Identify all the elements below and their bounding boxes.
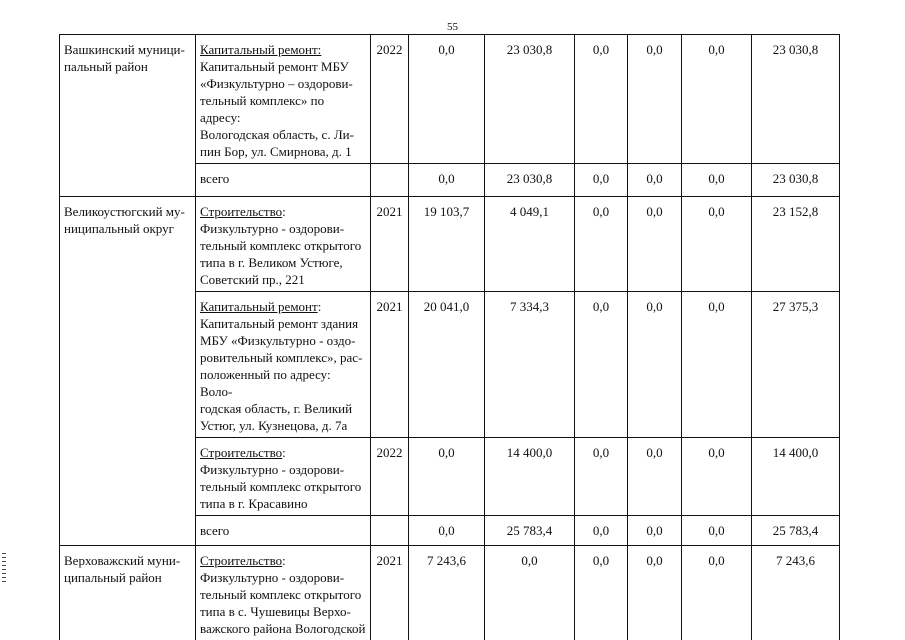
district-cell: Вашкинский муници- пальный район: [60, 35, 196, 197]
year-cell: 2021: [371, 546, 409, 640]
project-cell: [196, 35, 371, 164]
district-cell: Великоустюгский му- ниципальный округ: [60, 197, 196, 546]
project-type: Строительство: [200, 445, 283, 460]
value-cell: 0,0: [628, 35, 682, 164]
table-row: [60, 197, 840, 292]
value-cell: 0,0: [628, 438, 682, 516]
value-cell: 0,0: [682, 438, 752, 516]
value-cell: 7 243,6: [752, 546, 840, 640]
value-cell: 0,0: [682, 546, 752, 640]
value-cell: 23 030,8: [485, 164, 575, 197]
value-cell: 14 400,0: [752, 438, 840, 516]
value-cell: 0,0: [628, 516, 682, 546]
project-type: Капитальный ремонт:: [200, 42, 322, 57]
value-cell: 0,0: [575, 35, 628, 164]
value-cell: 0,0: [409, 164, 485, 197]
project-description: Капитальный ремонт здания МБУ «Физкультурно - оздо- ровительный комплекс», рас- положенный по адресу: Воло- годская область, г. Великий Устюг, ул. Кузнецова, д. 7а: [200, 316, 363, 433]
year-cell: [371, 516, 409, 546]
value-cell: 0,0: [575, 516, 628, 546]
year-cell: 2022: [371, 438, 409, 516]
value-cell: 25 783,4: [485, 516, 575, 546]
value-cell: 0,0: [409, 438, 485, 516]
value-cell: 23 030,8: [752, 35, 840, 164]
value-cell: 0,0: [575, 292, 628, 438]
value-cell: 0,0: [682, 164, 752, 197]
value-cell: 0,0: [409, 35, 485, 164]
value-cell: 4 049,1: [485, 197, 575, 292]
value-cell: 0,0: [575, 546, 628, 640]
project-type: Строительство: [200, 204, 283, 219]
budget-table: [59, 34, 840, 640]
total-label: всего: [196, 516, 371, 546]
value-cell: 0,0: [628, 292, 682, 438]
value-cell: 23 152,8: [752, 197, 840, 292]
value-cell: 7 334,3: [485, 292, 575, 438]
value-cell: 0,0: [628, 197, 682, 292]
value-cell: 0,0: [575, 197, 628, 292]
value-cell: 0,0: [628, 546, 682, 640]
year-cell: 2021: [371, 292, 409, 438]
project-cell: Капитальный ремонт: Капитальный ремонт здания МБУ «Физкультурно - оздо- ровительный комплекс», рас- положенный по адресу: Воло- годская область, г. Великий Устюг, ул. Кузнецова, д. 7а: [196, 292, 371, 438]
project-description: Физкультурно - оздорови- тельный комплекс открытого типа в с. Чушевицы Верхо- важского района Вологодской: [200, 570, 366, 636]
value-cell: 0,0: [485, 546, 575, 640]
year-cell: 2021: [371, 197, 409, 292]
year-cell: [371, 164, 409, 197]
year-cell: 2022: [371, 35, 409, 164]
project-description: Капитальный ремонт МБУ «Физкультурно – оздорови- тельный комплекс» по адресу: Вологодская область, с. Ли- пин Бор, ул. Смирнова, д. 1: [200, 59, 354, 159]
value-cell: 0,0: [682, 292, 752, 438]
project-cell: Строительство: Физкультурно - оздорови- тельный комплекс открытого типа в г. Великом Устюге, Советский пр., 221: [196, 197, 371, 292]
value-cell: 19 103,7: [409, 197, 485, 292]
project-type: Строительство: [200, 553, 283, 568]
value-cell: 0,0: [575, 164, 628, 197]
page-number: 55: [447, 21, 458, 33]
value-cell: 0,0: [575, 438, 628, 516]
value-cell: 14 400,0: [485, 438, 575, 516]
project-cell: Строительство: Физкультурно - оздорови- тельный комплекс открытого типа в с. Чушевицы Верхо- важского района Вологодской: [196, 546, 371, 640]
value-cell: 0,0: [682, 35, 752, 164]
value-cell: 0,0: [682, 197, 752, 292]
table-row: [60, 546, 840, 640]
scan-edge-marks: [2, 553, 6, 583]
project-description: Физкультурно - оздорови- тельный комплекс открытого типа в г. Красавино: [200, 462, 362, 511]
total-label: всего: [196, 164, 371, 197]
project-description: Физкультурно - оздорови- тельный комплекс открытого типа в г. Великом Устюге, Советский пр., 221: [200, 221, 362, 287]
table-row: [60, 35, 840, 164]
value-cell: 23 030,8: [752, 164, 840, 197]
project-type: Капитальный ремонт: [200, 299, 318, 314]
value-cell: 0,0: [682, 516, 752, 546]
value-cell: 0,0: [409, 516, 485, 546]
value-cell: 20 041,0: [409, 292, 485, 438]
value-cell: 23 030,8: [485, 35, 575, 164]
district-cell: Верховажский муни- ципальный район: [60, 546, 196, 640]
value-cell: 0,0: [628, 164, 682, 197]
value-cell: 25 783,4: [752, 516, 840, 546]
value-cell: 7 243,6: [409, 546, 485, 640]
project-cell: Строительство: Физкультурно - оздорови- тельный комплекс открытого типа в г. Красавино: [196, 438, 371, 516]
value-cell: 27 375,3: [752, 292, 840, 438]
